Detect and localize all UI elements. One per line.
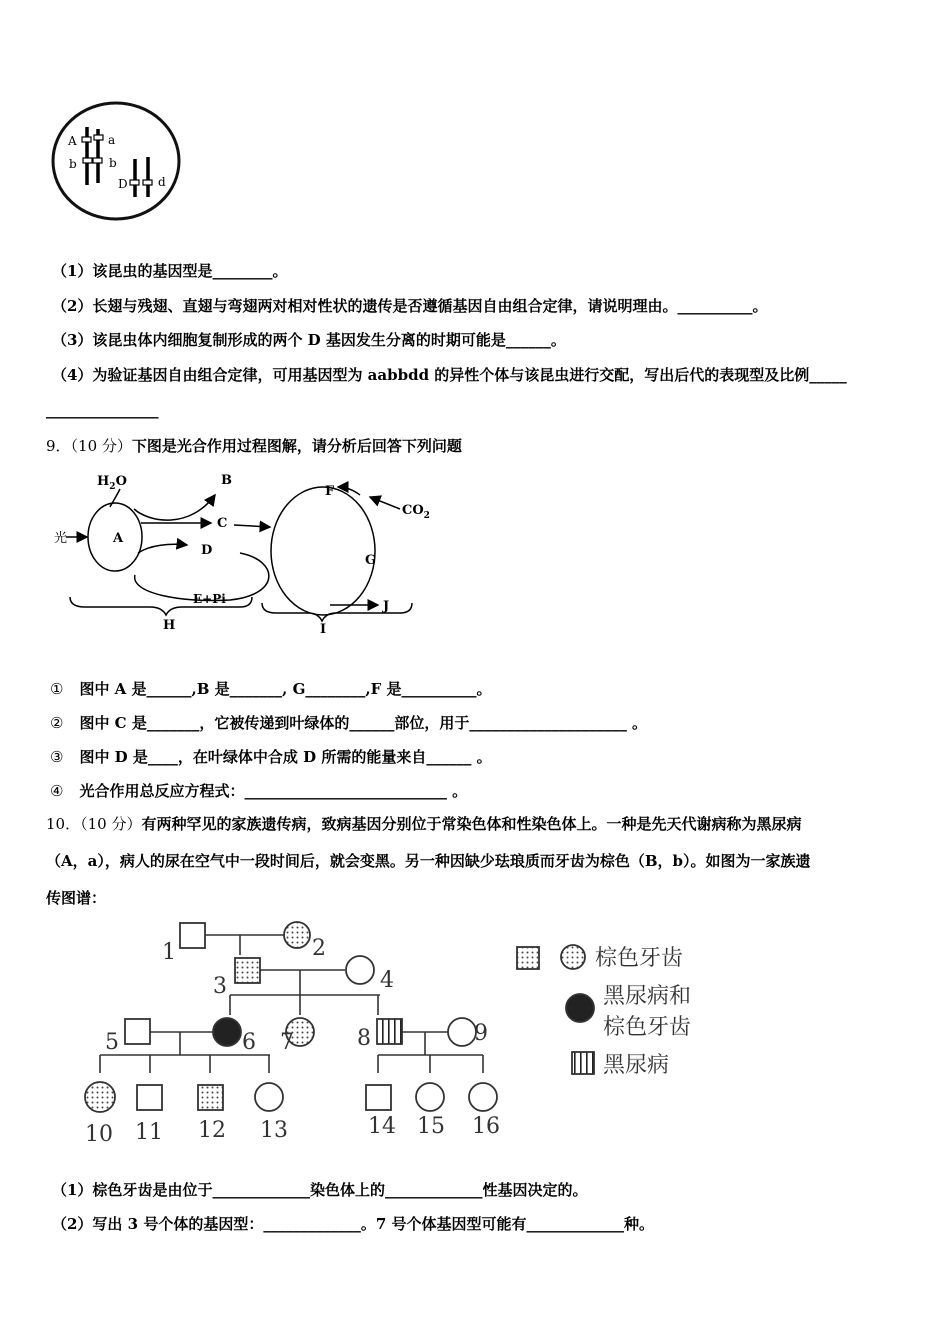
chromosome-diagram (40, 95, 190, 225)
individual-11 (137, 1085, 162, 1110)
allele-d: d (158, 175, 166, 189)
id-9: 9 (474, 1021, 488, 1046)
individual-10 (85, 1082, 115, 1112)
allele-A: A (68, 134, 77, 148)
label-H: H (163, 618, 176, 633)
id-5: 5 (105, 1030, 119, 1055)
label-J: J (383, 599, 390, 614)
legend-label-alkaptonuria: 黑尿病 (603, 1053, 670, 1078)
pedigree-chart (80, 915, 730, 1155)
item-mark: ③ (50, 748, 64, 766)
legend-label-brown: 棕色牙齿 (595, 946, 684, 971)
label-h2o: $H_2O$ (97, 474, 127, 492)
legend-both-female (566, 994, 594, 1022)
allele-b-right: b (109, 156, 117, 170)
id-2: 2 (312, 936, 326, 961)
id-1: 1 (162, 940, 176, 965)
item-text: 图中 A 是______,B 是_______, G________,F 是__________。 (79, 680, 492, 698)
q8-question-4: （4）为验证基因自由组合定律，可用基因型为 aabbdd 的异性个体与该昆虫进行交配，写出后代的表现型及比例_____ (52, 366, 847, 384)
id-10: 10 (85, 1122, 113, 1147)
individual-14 (366, 1085, 391, 1110)
individual-12 (198, 1085, 223, 1110)
label-light: 光 (54, 531, 68, 546)
label-I: I (320, 622, 327, 637)
individual-4 (346, 956, 374, 984)
legend-label-both-2: 棕色牙齿 (603, 1015, 692, 1040)
individual-2 (284, 922, 310, 948)
id-6: 6 (242, 1030, 256, 1055)
label-EPi: E+Pi (193, 592, 226, 606)
q10-stem: 有两种罕见的家族遗传病，致病基因分别位于常染色体和性染色体上。一种是先天代谢病称为黑尿病 (141, 815, 802, 833)
item-text: 图中 C 是_______，它被传递到叶绿体的______部位，用于_____________________ 。 (79, 714, 648, 732)
id-13: 13 (260, 1118, 288, 1143)
q10-score: （10 分） (80, 815, 142, 833)
individual-13 (255, 1083, 283, 1111)
id-11: 11 (135, 1120, 163, 1145)
label-D: D (201, 543, 213, 558)
item-mark: ② (50, 714, 64, 732)
label-C: C (217, 516, 228, 531)
individual-8 (377, 1019, 402, 1044)
q10-stem-line1 (46, 814, 801, 834)
q8-question-1: （1）该昆虫的基因型是________。 (52, 262, 288, 280)
id-12: 12 (198, 1118, 226, 1143)
individual-15 (416, 1083, 444, 1111)
q10-number: 10． (46, 815, 81, 833)
q9-item-4 (50, 780, 467, 801)
id-15: 15 (417, 1114, 445, 1139)
allele-D: D (118, 177, 128, 191)
q9-item-1 (50, 678, 492, 699)
id-16: 16 (472, 1114, 500, 1139)
id-4: 4 (380, 968, 394, 993)
label-G: G (365, 553, 377, 568)
q9-number: 9． (46, 437, 71, 455)
id-3: 3 (213, 974, 227, 999)
label-B: B (221, 473, 232, 488)
individual-1 (180, 923, 205, 948)
item-mark: ④ (50, 782, 64, 800)
individual-9 (448, 1018, 476, 1046)
q8-question-3: （3）该昆虫体内细胞复制形成的两个 D 基因发生分离的时期可能是______。 (52, 331, 566, 349)
q9-item-2 (50, 712, 647, 733)
label-A: A (113, 531, 124, 546)
label-co2: $CO_2$ (402, 503, 430, 521)
item-text: 图中 D 是____，在叶绿体中合成 D 所需的能量来自______ 。 (79, 748, 492, 766)
id-8: 8 (357, 1026, 371, 1051)
q8-answer-blank: _______________ (46, 401, 159, 419)
allele-b-left: b (69, 157, 77, 171)
allele-a: a (108, 133, 116, 147)
q10-question-1: （1）棕色牙齿是由位于_____________染色体上的_____________性基因决定的。 (52, 1181, 588, 1199)
legend-label-both-1: 黑尿病和 (603, 984, 692, 1009)
label-F: F (325, 484, 335, 499)
legend-alkaptonuria-male (572, 1052, 594, 1074)
id-14: 14 (368, 1114, 396, 1139)
q10-stem-line2: （A，a），病人的尿在空气中一段时间后，就会变黑。另一种因缺少珐琅质而牙齿为棕色（B，b）。如图为一家族遗 (46, 852, 811, 870)
pedigree-legend (517, 945, 594, 1074)
photosynthesis-diagram (40, 465, 460, 640)
individual-5 (125, 1019, 150, 1044)
q9-item-3 (50, 746, 492, 767)
item-text: 光合作用总反应方程式：___________________________ 。 (79, 782, 468, 800)
individual-3 (235, 958, 260, 983)
q8-question-2: （2）长翅与残翅、直翅与弯翅两对相对性状的遗传是否遵循基因自由组合定律，请说明理由。__________。 (52, 297, 768, 315)
q10-stem-line3: 传图谱： (46, 889, 107, 907)
q9-stem: 下图是光合作用过程图解，请分析后回答下列问题 (131, 437, 462, 455)
q9-score: （10 分） (70, 437, 132, 455)
q10-question-2: （2）写出 3 号个体的基因型：_____________。7 号个体基因型可能有_____________种。 (52, 1215, 654, 1233)
legend-brown-male (517, 947, 539, 969)
individual-6 (213, 1018, 241, 1046)
item-mark: ① (50, 680, 64, 698)
legend-brown-female (561, 945, 585, 969)
q9-heading (46, 436, 462, 456)
individual-16 (469, 1083, 497, 1111)
id-7: 7 (280, 1030, 294, 1055)
